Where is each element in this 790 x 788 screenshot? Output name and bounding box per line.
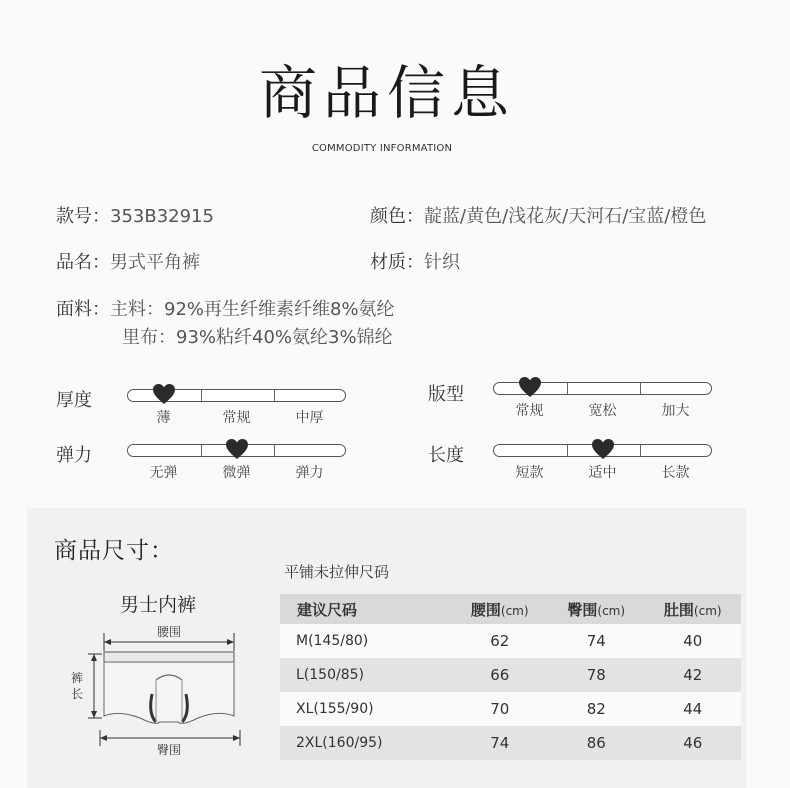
meter-3-heart-icon (591, 438, 615, 460)
color-value: 靛蓝/黄色/浅花灰/天河石/宝蓝/橙色 (424, 206, 707, 227)
header-belly: 肚围(cm) (644, 594, 741, 624)
flat-measure-note: 平铺未拉伸尺码 (284, 563, 390, 581)
meter-0-option: 常规 (222, 410, 251, 426)
meter-1-option: 加大 (661, 403, 690, 419)
style-number-value: 353B32915 (110, 206, 214, 227)
table-cell: 86 (548, 726, 645, 760)
table-row (280, 624, 741, 658)
table-cell: 42 (644, 658, 741, 692)
length-dimension-line (88, 654, 102, 718)
page-subtitle: COMMODITY INFORMATION (311, 143, 453, 154)
header-size: 建议尺码 (280, 594, 451, 624)
color-row (370, 205, 706, 229)
style-number-row (56, 205, 214, 229)
material-value: 针织 (424, 252, 460, 273)
meter-0-heart-icon (152, 383, 176, 405)
table-row (280, 692, 741, 726)
meter-0-divider (274, 390, 275, 401)
fabric-label: 面料： (56, 299, 110, 320)
meter-2-option: 无弹 (149, 465, 178, 481)
style-number-label: 款号： (56, 206, 110, 227)
meter-1-option: 常规 (515, 403, 544, 419)
fabric-lining: 里布：93%粘纤40%氨纶3%锦纶 (122, 327, 393, 348)
meter-0-option: 薄 (156, 410, 171, 426)
meter-3-option: 长款 (661, 465, 690, 481)
length-label-1: 裤 (70, 671, 84, 685)
meter-2-divider (201, 445, 202, 456)
meter-1-heart-icon (518, 376, 542, 398)
length-label-2: 长 (70, 687, 84, 701)
diagram-title: 男士内裤 (120, 594, 197, 616)
table-cell: 46 (644, 726, 741, 760)
table-cell: 2XL(160/95) (280, 726, 451, 760)
table-cell: 70 (451, 692, 548, 726)
fabric-main: 主料：92%再生纤维素纤维8%氨纶 (110, 299, 395, 320)
meter-3-divider (640, 445, 641, 456)
table-cell: 74 (548, 624, 645, 658)
meter-0-divider (201, 390, 202, 401)
material-label: 材质： (370, 252, 424, 273)
meter-3-option: 短款 (515, 465, 544, 481)
size-section-title: 商品尺寸： (54, 538, 174, 564)
meter-2-option: 弹力 (295, 465, 324, 481)
page-title: 商品信息 (258, 59, 515, 127)
product-name-row (56, 251, 200, 275)
table-row (280, 658, 741, 692)
table-cell: L(150/85) (280, 658, 451, 692)
meter-1-label: 版型 (428, 384, 464, 405)
header-waist: 腰围(cm) (451, 594, 548, 624)
table-row (280, 726, 741, 760)
color-label: 颜色： (370, 206, 424, 227)
waist-label: 腰围 (156, 625, 182, 639)
meter-0-label: 厚度 (56, 390, 92, 411)
fabric-lining-row (122, 326, 393, 350)
header-hip: 臀围(cm) (548, 594, 645, 624)
table-cell: 74 (451, 726, 548, 760)
table-cell: M(145/80) (280, 624, 451, 658)
meter-2-heart-icon (225, 438, 249, 460)
table-cell: 66 (451, 658, 548, 692)
meter-1-divider (567, 383, 568, 394)
table-cell: 40 (644, 624, 741, 658)
table-cell: 44 (644, 692, 741, 726)
hip-label: 臀围 (156, 743, 182, 757)
meter-3-divider (567, 445, 568, 456)
meter-2-option: 微弹 (222, 465, 251, 481)
meter-3-option: 适中 (588, 465, 617, 481)
table-cell: 78 (548, 658, 645, 692)
briefs-outline (104, 652, 234, 723)
size-table (280, 594, 741, 760)
material-row (370, 251, 460, 275)
meter-1-option: 宽松 (588, 403, 617, 419)
boxer-brief-diagram (60, 618, 260, 763)
meter-3-label: 长度 (428, 445, 464, 466)
table-cell: 82 (548, 692, 645, 726)
product-name-label: 品名： (56, 252, 110, 273)
product-name-value: 男式平角裤 (110, 252, 200, 273)
table-cell: 62 (451, 624, 548, 658)
size-table-header (280, 594, 741, 624)
meter-0-option: 中厚 (295, 410, 324, 426)
meter-1-divider (640, 383, 641, 394)
table-cell: XL(155/90) (280, 692, 451, 726)
meter-2-divider (274, 445, 275, 456)
meter-2-label: 弹力 (56, 445, 92, 466)
fabric-row (56, 298, 395, 322)
